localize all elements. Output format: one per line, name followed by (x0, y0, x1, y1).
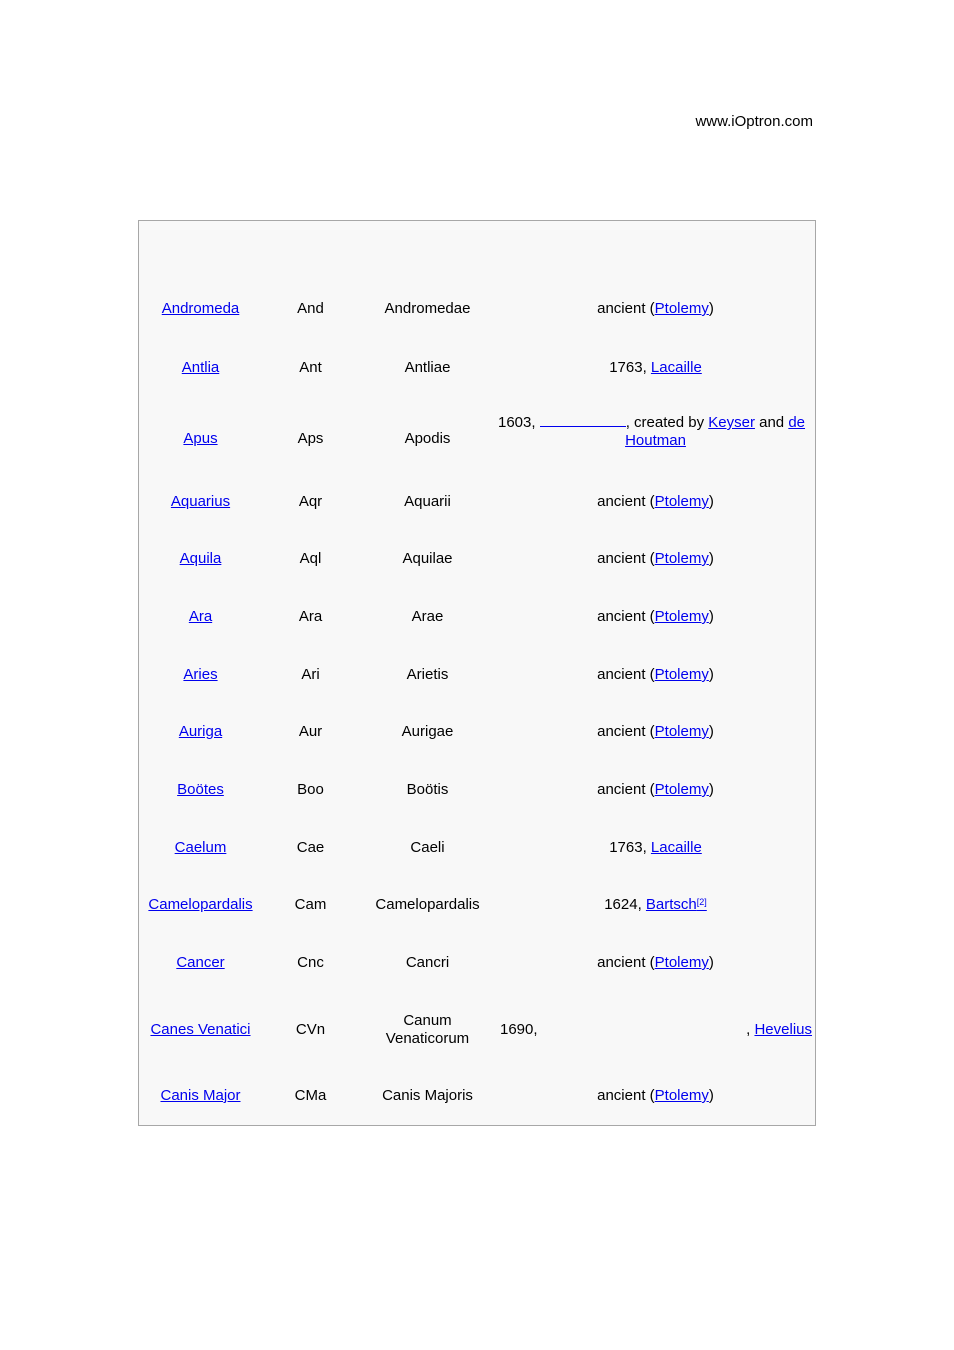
genitive: Aquilae (402, 550, 453, 567)
author-link[interactable]: Hevelius (754, 1021, 812, 1038)
constellation-link[interactable]: Apus (183, 430, 218, 447)
table-row (139, 294, 815, 324)
constellation-link[interactable]: Aries (183, 666, 218, 683)
abbreviation: Cnc (297, 954, 324, 971)
author-link[interactable]: Ptolemy (654, 493, 709, 510)
site-url: www.iOptron.com (695, 113, 813, 130)
author-link[interactable]: Keyser (708, 414, 755, 431)
constellation-link[interactable]: Ara (188, 608, 213, 625)
genitive: Caeli (410, 839, 445, 856)
constellation-link[interactable]: Caelum (174, 839, 227, 856)
genitive: Aquarii (404, 493, 451, 510)
table-row (139, 1081, 815, 1111)
origin: 1690, , Hevelius (500, 1021, 812, 1038)
author-link[interactable]: Ptolemy (654, 300, 709, 317)
constellation-link[interactable]: Boötes (177, 781, 224, 798)
author-link[interactable]: Ptolemy (654, 781, 709, 798)
genitive: Aurigae (401, 723, 454, 740)
abbreviation: CVn (295, 1021, 326, 1038)
author-link[interactable]: Lacaille (650, 839, 702, 856)
abbreviation: CMa (294, 1087, 327, 1104)
origin: ancient (Ptolemy) (597, 300, 714, 317)
abbreviation: Ant (299, 359, 322, 376)
author-link[interactable]: Lacaille (650, 359, 702, 376)
author-link[interactable]: Ptolemy (654, 666, 709, 683)
genitive: Apodis (404, 430, 451, 447)
author-link[interactable]: Ptolemy (654, 550, 709, 567)
abbreviation: Ara (298, 608, 323, 625)
table-row (139, 833, 815, 863)
table-row (139, 890, 815, 920)
table-row (139, 413, 815, 457)
table-row (139, 353, 815, 383)
abbreviation: Aql (299, 550, 322, 567)
abbreviation: Aqr (298, 493, 323, 510)
origin: 1763, Lacaille (609, 359, 702, 376)
origin: ancient (Ptolemy) (597, 1087, 714, 1104)
abbreviation: Aur (298, 723, 323, 740)
genitive: Arietis (406, 666, 449, 683)
genitive: Boötis (406, 781, 449, 798)
constellation-link[interactable]: Andromeda (161, 300, 240, 317)
genitive: Andromedae (384, 300, 471, 317)
origin: ancient (Ptolemy) (597, 493, 714, 510)
origin: ancient (Ptolemy) (597, 608, 714, 625)
genitive: Camelopardalis (375, 896, 480, 913)
constellation-link[interactable]: Cancer (176, 954, 225, 971)
abbreviation: And (297, 300, 324, 317)
constellation-table (138, 220, 816, 1126)
table-row (139, 544, 815, 574)
redacted-link[interactable] (540, 413, 626, 427)
table-row (139, 775, 815, 805)
genitive: Canum Venaticorum (385, 1012, 470, 1047)
author-link[interactable]: de (788, 414, 806, 431)
table-row (139, 717, 815, 747)
constellation-link[interactable]: Antlia (181, 359, 220, 376)
constellation-link[interactable]: Auriga (178, 723, 223, 740)
table-row (139, 1008, 815, 1052)
constellation-link[interactable]: Canis Major (160, 1087, 241, 1104)
author-link[interactable]: Ptolemy (654, 608, 709, 625)
origin: 1763, Lacaille (609, 839, 702, 856)
origin: ancient (Ptolemy) (597, 954, 714, 971)
genitive: Cancri (405, 954, 450, 971)
origin: ancient (Ptolemy) (597, 781, 714, 798)
genitive: Arae (411, 608, 444, 625)
abbreviation: Boo (297, 781, 324, 798)
genitive: Antliae (404, 359, 451, 376)
table-row (139, 948, 815, 978)
genitive: Canis Majoris (382, 1087, 473, 1104)
constellation-link[interactable]: Camelopardalis (148, 896, 253, 913)
constellation-link[interactable]: Canes Venatici (150, 1021, 251, 1038)
abbreviation: Cam (294, 896, 327, 913)
origin: ancient (Ptolemy) (597, 550, 714, 567)
citation-ref[interactable]: [2] (696, 897, 707, 907)
author-link[interactable]: Ptolemy (654, 1087, 709, 1104)
table-row (139, 602, 815, 632)
abbreviation: Ari (301, 666, 320, 683)
origin: 1624, Bartsch[2] (604, 896, 707, 913)
author-link[interactable]: Houtman (625, 432, 686, 449)
author-link[interactable]: Bartsch[2] (645, 896, 707, 913)
origin: 1603, , created by Keyser and de Houtman (498, 414, 806, 449)
constellation-link[interactable]: Aquarius (170, 493, 231, 510)
abbreviation: Aps (297, 430, 324, 447)
table-row (139, 487, 815, 517)
author-link[interactable]: Ptolemy (654, 723, 709, 740)
author-link[interactable]: Ptolemy (654, 954, 709, 971)
origin: ancient (Ptolemy) (597, 666, 714, 683)
table-row (139, 660, 815, 690)
constellation-link[interactable]: Aquila (179, 550, 222, 567)
abbreviation: Cae (296, 839, 325, 856)
origin: ancient (Ptolemy) (597, 723, 714, 740)
